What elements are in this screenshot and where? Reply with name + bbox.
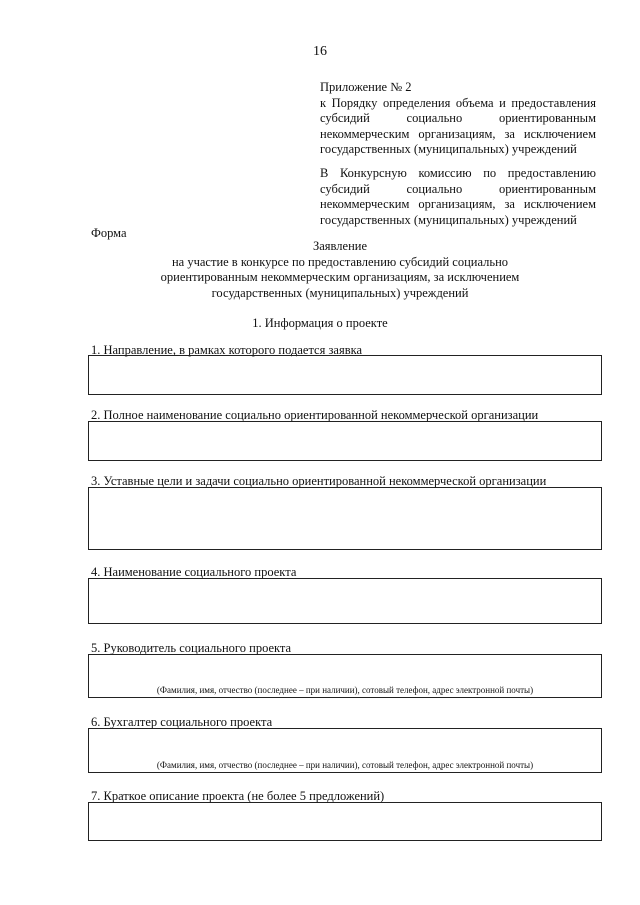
addressee-block	[320, 166, 596, 228]
appendix-line: субсидий социально ориентированным	[320, 111, 596, 125]
addressee-line: государственных (муниципальных) учреждений	[320, 212, 577, 227]
statement-title: Заявление	[312, 239, 367, 253]
form-label: Форма	[91, 226, 127, 240]
statement-line: государственных (муниципальных) учреждений	[211, 285, 469, 300]
appendix-title: Приложение № 2	[320, 80, 412, 94]
field-hint: (Фамилия, имя, отчество (последнее – при наличии), сотовый телефон, адрес электронной почты)	[156, 685, 534, 695]
statement-line: ориентированным некоммерческим организациям, за исключением	[160, 270, 520, 284]
statement-heading	[140, 239, 540, 301]
field-label-direction: 1. Направление, в рамках которого подается заявка	[91, 343, 363, 357]
appendix-line: некоммерческим организациям, за исключением	[320, 126, 596, 141]
addressee-line: субсидий социально ориентированным	[320, 181, 596, 196]
statement-line: на участие в конкурсе по предоставлению субсидий социально	[171, 254, 509, 269]
field-label-goals: 3. Уставные цели и задачи социально ориентированной некоммерческой организации	[91, 474, 547, 488]
section-title: 1. Информация о проекте	[252, 316, 388, 330]
appendix-line: государственных (муниципальных) учреждений	[320, 142, 577, 156]
field-project-manager-input[interactable]	[88, 654, 602, 698]
field-label-accountant: 6. Бухгалтер социального проекта	[91, 715, 273, 729]
field-direction-input[interactable]	[88, 355, 602, 395]
field-label-org-name: 2. Полное наименование социально ориентированной некоммерческой организации	[91, 408, 539, 422]
field-hint: (Фамилия, имя, отчество (последнее – при наличии), сотовый телефон, адрес электронной почты)	[156, 760, 534, 770]
addressee-line: некоммерческим организациям, за исключением	[320, 197, 596, 211]
field-label-description: 7. Краткое описание проекта (не более 5 предложений)	[91, 789, 385, 803]
field-org-name-input[interactable]	[88, 421, 602, 461]
field-label-project-name: 4. Наименование социального проекта	[91, 565, 297, 579]
field-label-project-manager: 5. Руководитель социального проекта	[91, 641, 292, 655]
field-accountant-input[interactable]	[88, 728, 602, 773]
field-project-name-input[interactable]	[88, 578, 602, 624]
page-number: 16	[313, 44, 327, 59]
field-goals-input[interactable]	[88, 487, 602, 550]
appendix-line: к Порядку определения объема и предоставления	[320, 95, 596, 110]
field-description-input[interactable]	[88, 802, 602, 841]
addressee-line: В Конкурсную комиссию по предоставлению	[320, 166, 596, 180]
appendix-block	[320, 80, 596, 158]
